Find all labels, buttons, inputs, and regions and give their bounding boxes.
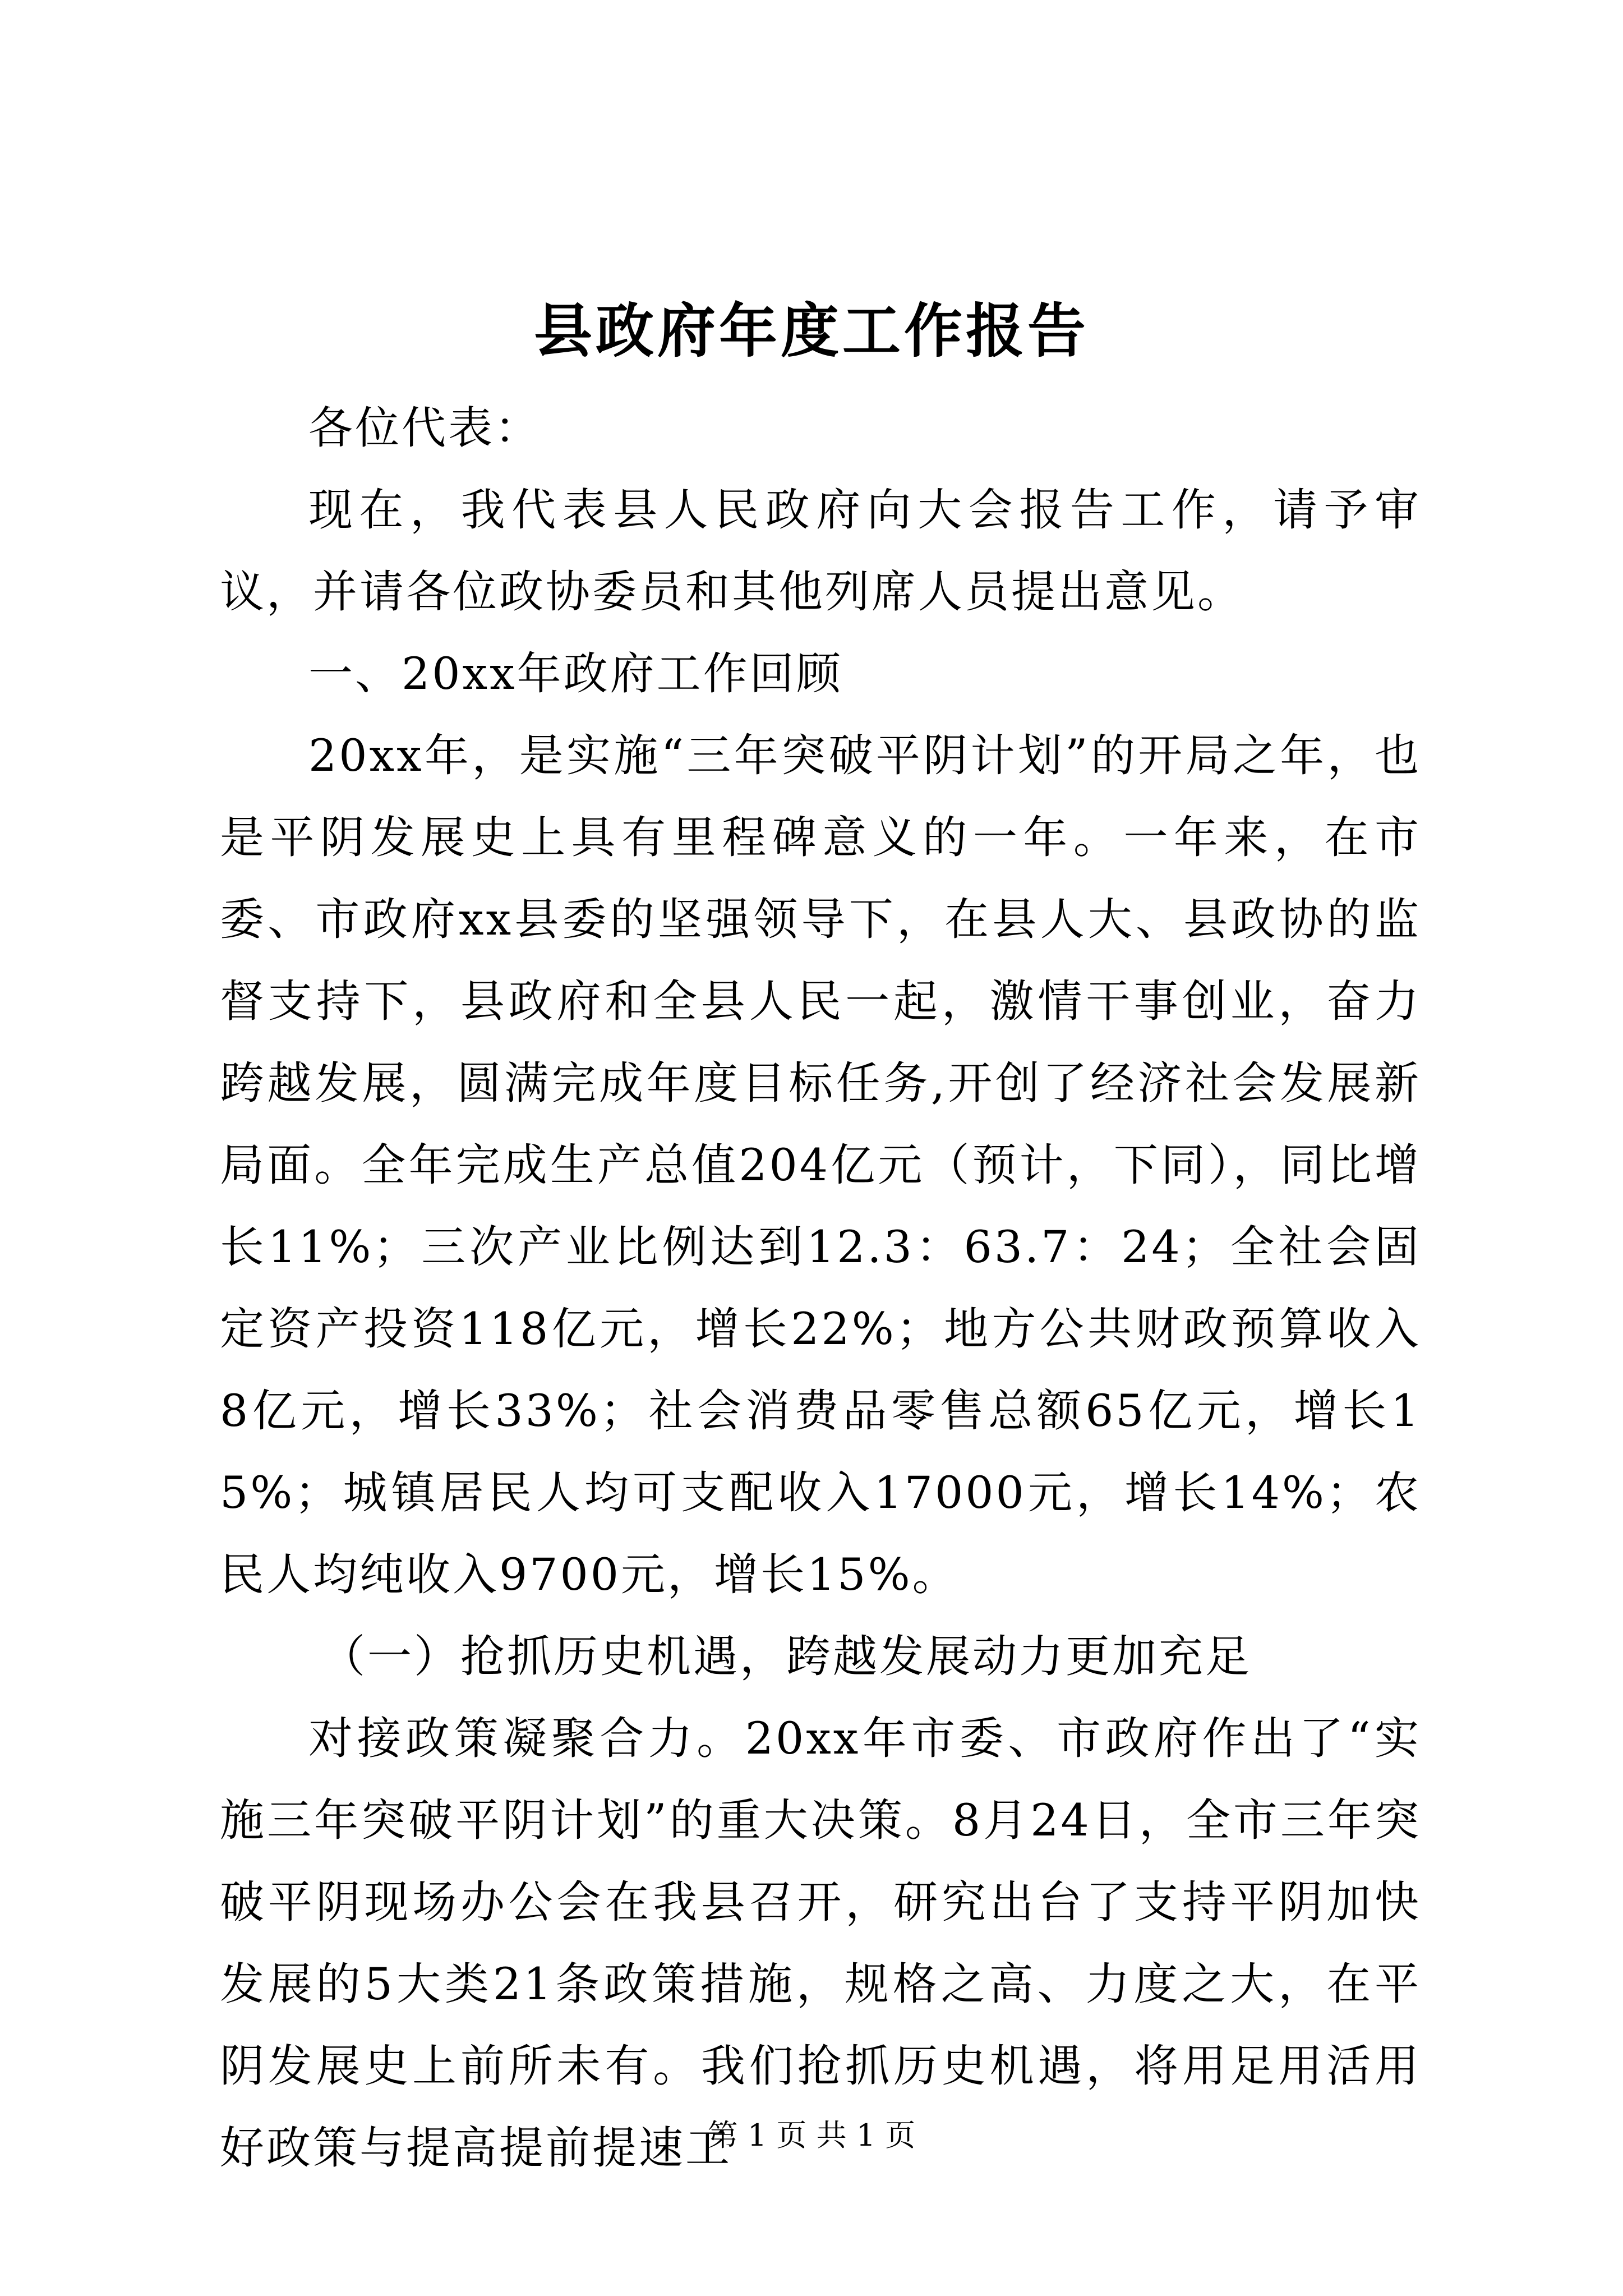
section-heading: 一、20xx年政府工作回顾: [308, 648, 843, 700]
subsection-heading: （一）抢抓历史机遇，跨越发展动力更加充足: [321, 1631, 1252, 1682]
document-body: [220, 387, 1421, 2189]
policy-paragraph: 对接政策凝聚合力。20xx年市委、市政府作出了“实施三年突破平阴计划”的重大决策。8月24日，全市三年突破平阴现场办公会在我县召开，研究出台了支持平阴加快发展的5大类21条政策措施，规格之高、力度之大，在平阴发展史上前所未有。我们抢抓历史机遇，将用足用活用好政策与提高提前提速工: [220, 1713, 1421, 2174]
page-footer: 第 1 页 共 1 页: [707, 2118, 916, 2153]
document-title: 县政府年度工作报告: [533, 296, 1089, 365]
opening-paragraph: 现在，我代表县人民政府向大会报告工作，请予审议，并请各位政协委员和其他列席人员提出意见。: [220, 484, 1421, 618]
salutation-paragraph: 各位代表：: [308, 402, 541, 454]
review-paragraph: 20xx年，是实施“三年突破平阴计划”的开局之年，也是平阴发展史上具有里程碑意义的一年。一年来，在市委、市政府xx县委的坚强领导下，在县人大、县政协的监督支持下，县政府和全县人民一起，激情干事创业，奋力跨越发展，圆满完成年度目标任务,开创了经济社会发展新局面。全年完成生产总值204亿元（预计，下同），同比增长11%；三次产业比例达到12.3：63.7：24；全社会固定资产投资118亿元，增长22%；地方公共财政预算收入8亿元，增长33%；社会消费品零售总额65亿元，增长15%；城镇居民人均可支配收入17000元，增长14%；农民人均纯收入9700元，增长15%。: [220, 730, 1421, 1600]
